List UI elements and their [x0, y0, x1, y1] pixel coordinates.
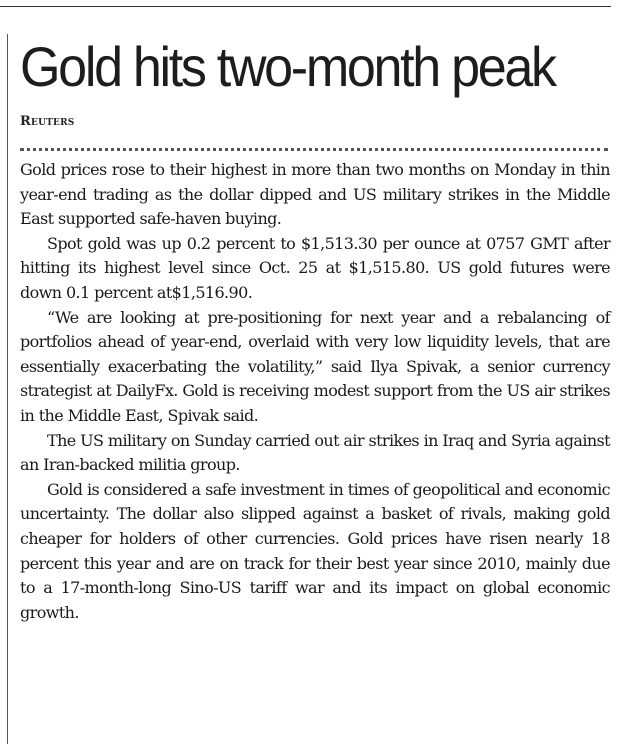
article-paragraph: Gold is considered a safe investment in times of geopolitical and economic uncertainty. The dollar also slipped against a basket of rivals, making gold cheaper for holders of other currencies. Gold prices have risen nearly 18 percent this year and are on track for their best year since 2010, mainly due to a 17-month-long Sino-US tariff war and its impact on global economic growth. [20, 479, 610, 622]
dotted-divider [20, 148, 608, 151]
article-body [20, 158, 610, 625]
top-column-rule [0, 6, 611, 7]
left-column-rule [7, 34, 8, 744]
article-headline: Gold hits two-month peak [20, 35, 555, 98]
article-paragraph: The US military on Sunday carried out air strikes in Iraq and Syria against an Iran-backed militia group. [20, 430, 610, 475]
article-paragraph: Spot gold was up 0.2 percent to $1,513.30 per ounce at 0757 GMT after hitting its highest level since Oct. 25 at $1,515.80. US gold futures were down 0.1 percent at$1,516.90. [20, 233, 610, 302]
news-article [20, 30, 610, 625]
article-byline: Reuters [20, 114, 75, 129]
article-paragraph: Gold prices rose to their highest in more than two months on Monday in thin year-end trading as the dollar dipped and US military strikes in the Middle East supported safe-haven buying. [20, 160, 610, 229]
article-paragraph: “We are looking at pre-positioning for next year and a rebalancing of portfolios ahead of year-end, overlaid with very low liquidity levels, that are essentially exacerbating the volatility,” said Ilya Spivak, a senior currency strategist at DailyFx. Gold is receiving modest support from the US air strikes in the Middle East, Spivak said. [20, 307, 610, 425]
